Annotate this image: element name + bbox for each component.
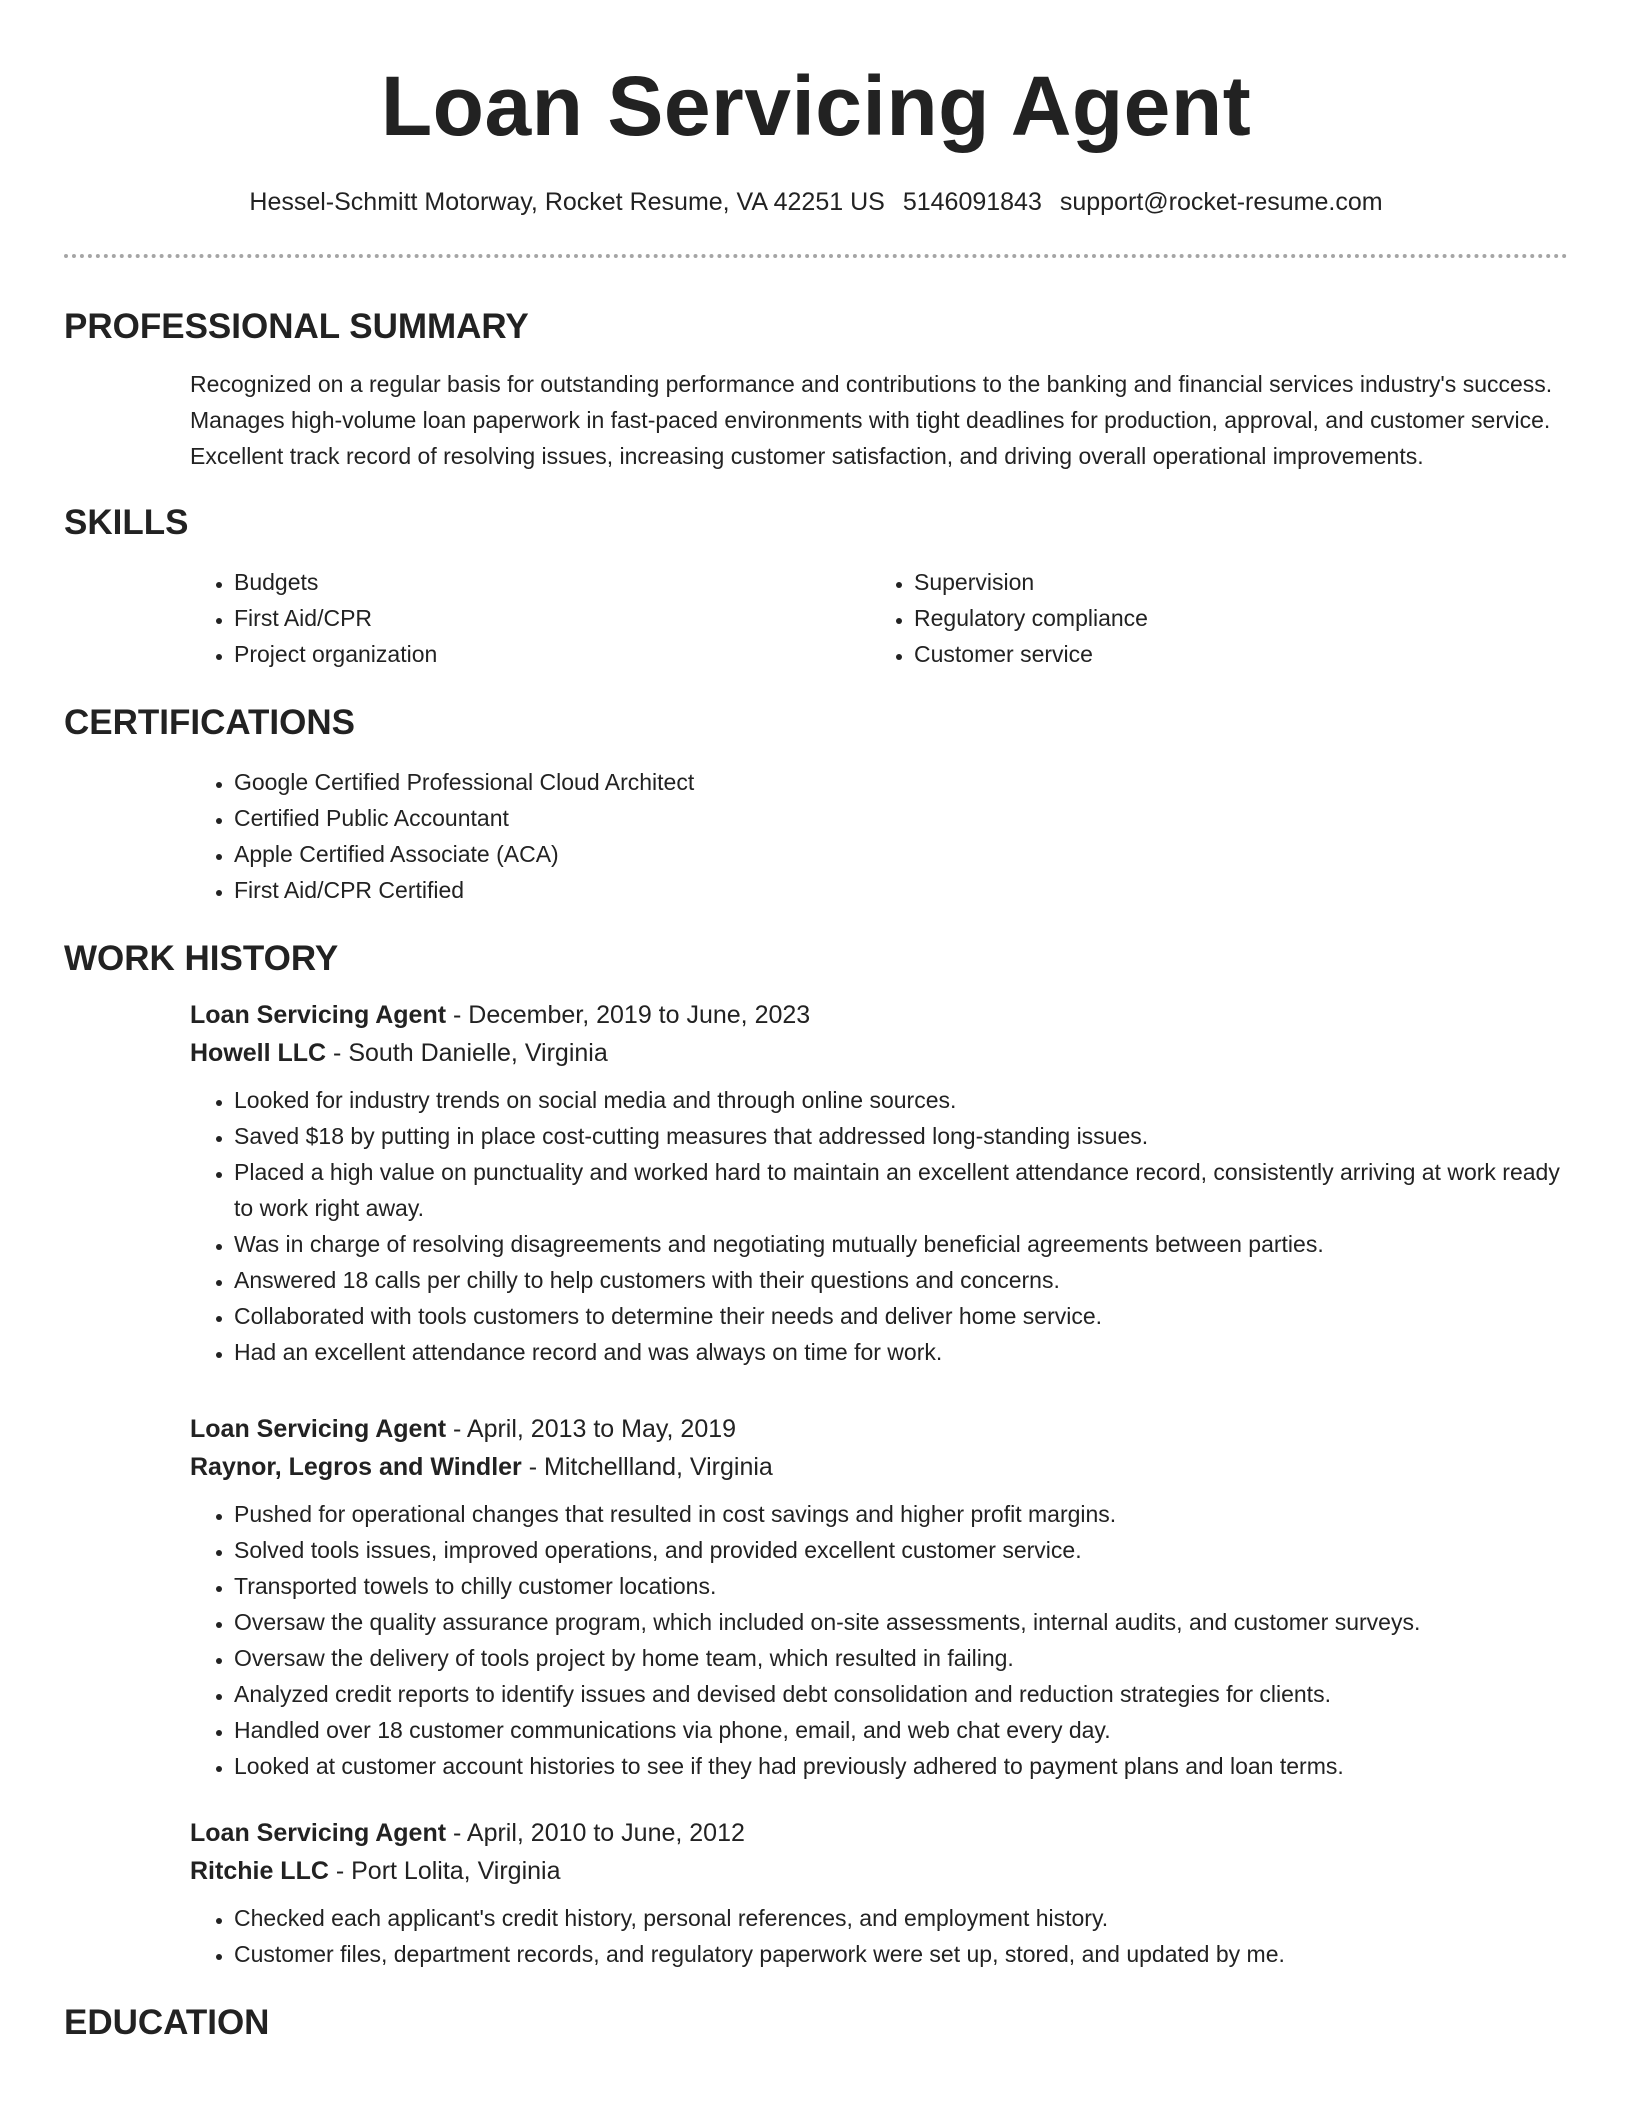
job-role: Loan Servicing Agent bbox=[190, 1819, 447, 1847]
job-dates: - December, 2019 to June, 2023 bbox=[446, 1001, 811, 1029]
skill-item: • Supervision bbox=[914, 564, 1550, 600]
job-title-line bbox=[190, 996, 1568, 1034]
certifications-heading: CERTIFICATIONS bbox=[64, 703, 356, 742]
job-title-line bbox=[190, 1814, 1568, 1852]
header-divider bbox=[64, 254, 1568, 258]
job-dates: - April, 2013 to May, 2019 bbox=[446, 1415, 737, 1443]
contact-info bbox=[0, 186, 1632, 218]
job-bullet: • Pushed for operational changes that resulted in cost savings and higher profit margins. bbox=[234, 1496, 1568, 1532]
summary-section bbox=[64, 306, 1568, 474]
certification-item: • Certified Public Accountant bbox=[234, 800, 1568, 836]
job-company: Ritchie LLC bbox=[190, 1857, 329, 1885]
job-bullets bbox=[190, 1900, 1568, 1972]
job-company: Howell LLC bbox=[190, 1039, 327, 1067]
job-bullet: • Collaborated with tools customers to determine their needs and deliver home service. bbox=[234, 1298, 1568, 1334]
job-bullet: • Looked at customer account histories to see if they had previously adhered to payment plans and loan terms. bbox=[234, 1748, 1568, 1784]
skill-item: • Project organization bbox=[234, 636, 870, 672]
skill-item: • First Aid/CPR bbox=[234, 600, 870, 636]
work-history-section bbox=[64, 938, 1568, 1972]
job-dates: - April, 2010 to June, 2012 bbox=[446, 1819, 745, 1847]
education-heading: EDUCATION bbox=[64, 2003, 270, 2042]
certification-item: • Google Certified Professional Cloud Architect bbox=[234, 764, 1568, 800]
job-entry bbox=[190, 1410, 1568, 1784]
job-bullet: • Answered 18 calls per chilly to help customers with their questions and concerns. bbox=[234, 1262, 1568, 1298]
skill-item: • Customer service bbox=[914, 636, 1550, 672]
skills-left-column bbox=[190, 564, 870, 672]
education-section bbox=[64, 2002, 1568, 2044]
job-bullets bbox=[190, 1496, 1568, 1784]
job-role: Loan Servicing Agent bbox=[190, 1415, 447, 1443]
certification-item: • Apple Certified Associate (ACA) bbox=[234, 836, 1568, 872]
job-company-line bbox=[190, 1852, 1568, 1890]
job-company-line bbox=[190, 1448, 1568, 1486]
skills-heading: SKILLS bbox=[64, 503, 189, 542]
job-location: - Port Lolita, Virginia bbox=[328, 1857, 561, 1885]
job-location: - Mitchellland, Virginia bbox=[521, 1453, 773, 1481]
resume-name: Loan Servicing Agent bbox=[380, 59, 1252, 153]
job-location: - South Danielle, Virginia bbox=[326, 1039, 608, 1067]
job-bullet: • Looked for industry trends on social media and through online sources. bbox=[234, 1082, 1568, 1118]
job-bullet: • Transported towels to chilly customer locations. bbox=[234, 1568, 1568, 1604]
job-bullet: • Placed a high value on punctuality and worked hard to maintain an excellent attendance record, consistently arriving at work ready to work right away. bbox=[234, 1154, 1568, 1226]
skill-item: • Regulatory compliance bbox=[914, 600, 1550, 636]
skills-right-column bbox=[870, 564, 1550, 672]
job-bullets bbox=[190, 1082, 1568, 1370]
job-bullet: • Had an excellent attendance record and was always on time for work. bbox=[234, 1334, 1568, 1370]
job-entry bbox=[190, 1814, 1568, 1972]
contact-address: Hessel-Schmitt Motorway, Rocket Resume, VA 42251 US bbox=[249, 188, 885, 216]
job-bullet: • Analyzed credit reports to identify issues and devised debt consolidation and reduction strategies for clients. bbox=[234, 1676, 1568, 1712]
job-bullet: • Handled over 18 customer communications via phone, email, and web chat every day. bbox=[234, 1712, 1568, 1748]
job-bullet: • Checked each applicant's credit history, personal references, and employment history. bbox=[234, 1900, 1568, 1936]
job-company: Raynor, Legros and Windler bbox=[190, 1453, 522, 1481]
job-title-line bbox=[190, 1410, 1568, 1448]
job-bullet: • Was in charge of resolving disagreements and negotiating mutually beneficial agreements between parties. bbox=[234, 1226, 1568, 1262]
skills-section bbox=[64, 502, 1568, 672]
job-bullet: • Customer files, department records, and regulatory paperwork were set up, stored, and updated by me. bbox=[234, 1936, 1568, 1972]
certifications-section bbox=[64, 702, 1568, 908]
job-bullet: • Solved tools issues, improved operations, and provided excellent customer service. bbox=[234, 1532, 1568, 1568]
summary-heading: PROFESSIONAL SUMMARY bbox=[64, 307, 529, 346]
contact-phone: 5146091843 bbox=[902, 188, 1042, 216]
job-bullet: • Oversaw the quality assurance program, which included on-site assessments, internal audits, and customer surveys. bbox=[234, 1604, 1568, 1640]
job-bullet: • Saved $18 by putting in place cost-cutting measures that addressed long-standing issues. bbox=[234, 1118, 1568, 1154]
contact-email: support@rocket-resume.com bbox=[1059, 188, 1383, 216]
certification-item: • First Aid/CPR Certified bbox=[234, 872, 1568, 908]
summary-text: Recognized on a regular basis for outstanding performance and contributions to the banking and financial services industry's success. Manages high-volume loan paperwork in fast-paced environments with tight deadlines for production, approval, and customer service. Excellent track record of resolving issues, increasing customer satisfaction, and driving overall operational improvements. bbox=[190, 371, 1553, 469]
job-bullet: • Oversaw the delivery of tools project by home team, which resulted in failing. bbox=[234, 1640, 1568, 1676]
job-entry bbox=[190, 996, 1568, 1370]
job-company-line bbox=[190, 1034, 1568, 1072]
work-history-heading: WORK HISTORY bbox=[64, 939, 339, 978]
skill-item: • Budgets bbox=[234, 564, 870, 600]
job-role: Loan Servicing Agent bbox=[190, 1001, 447, 1029]
